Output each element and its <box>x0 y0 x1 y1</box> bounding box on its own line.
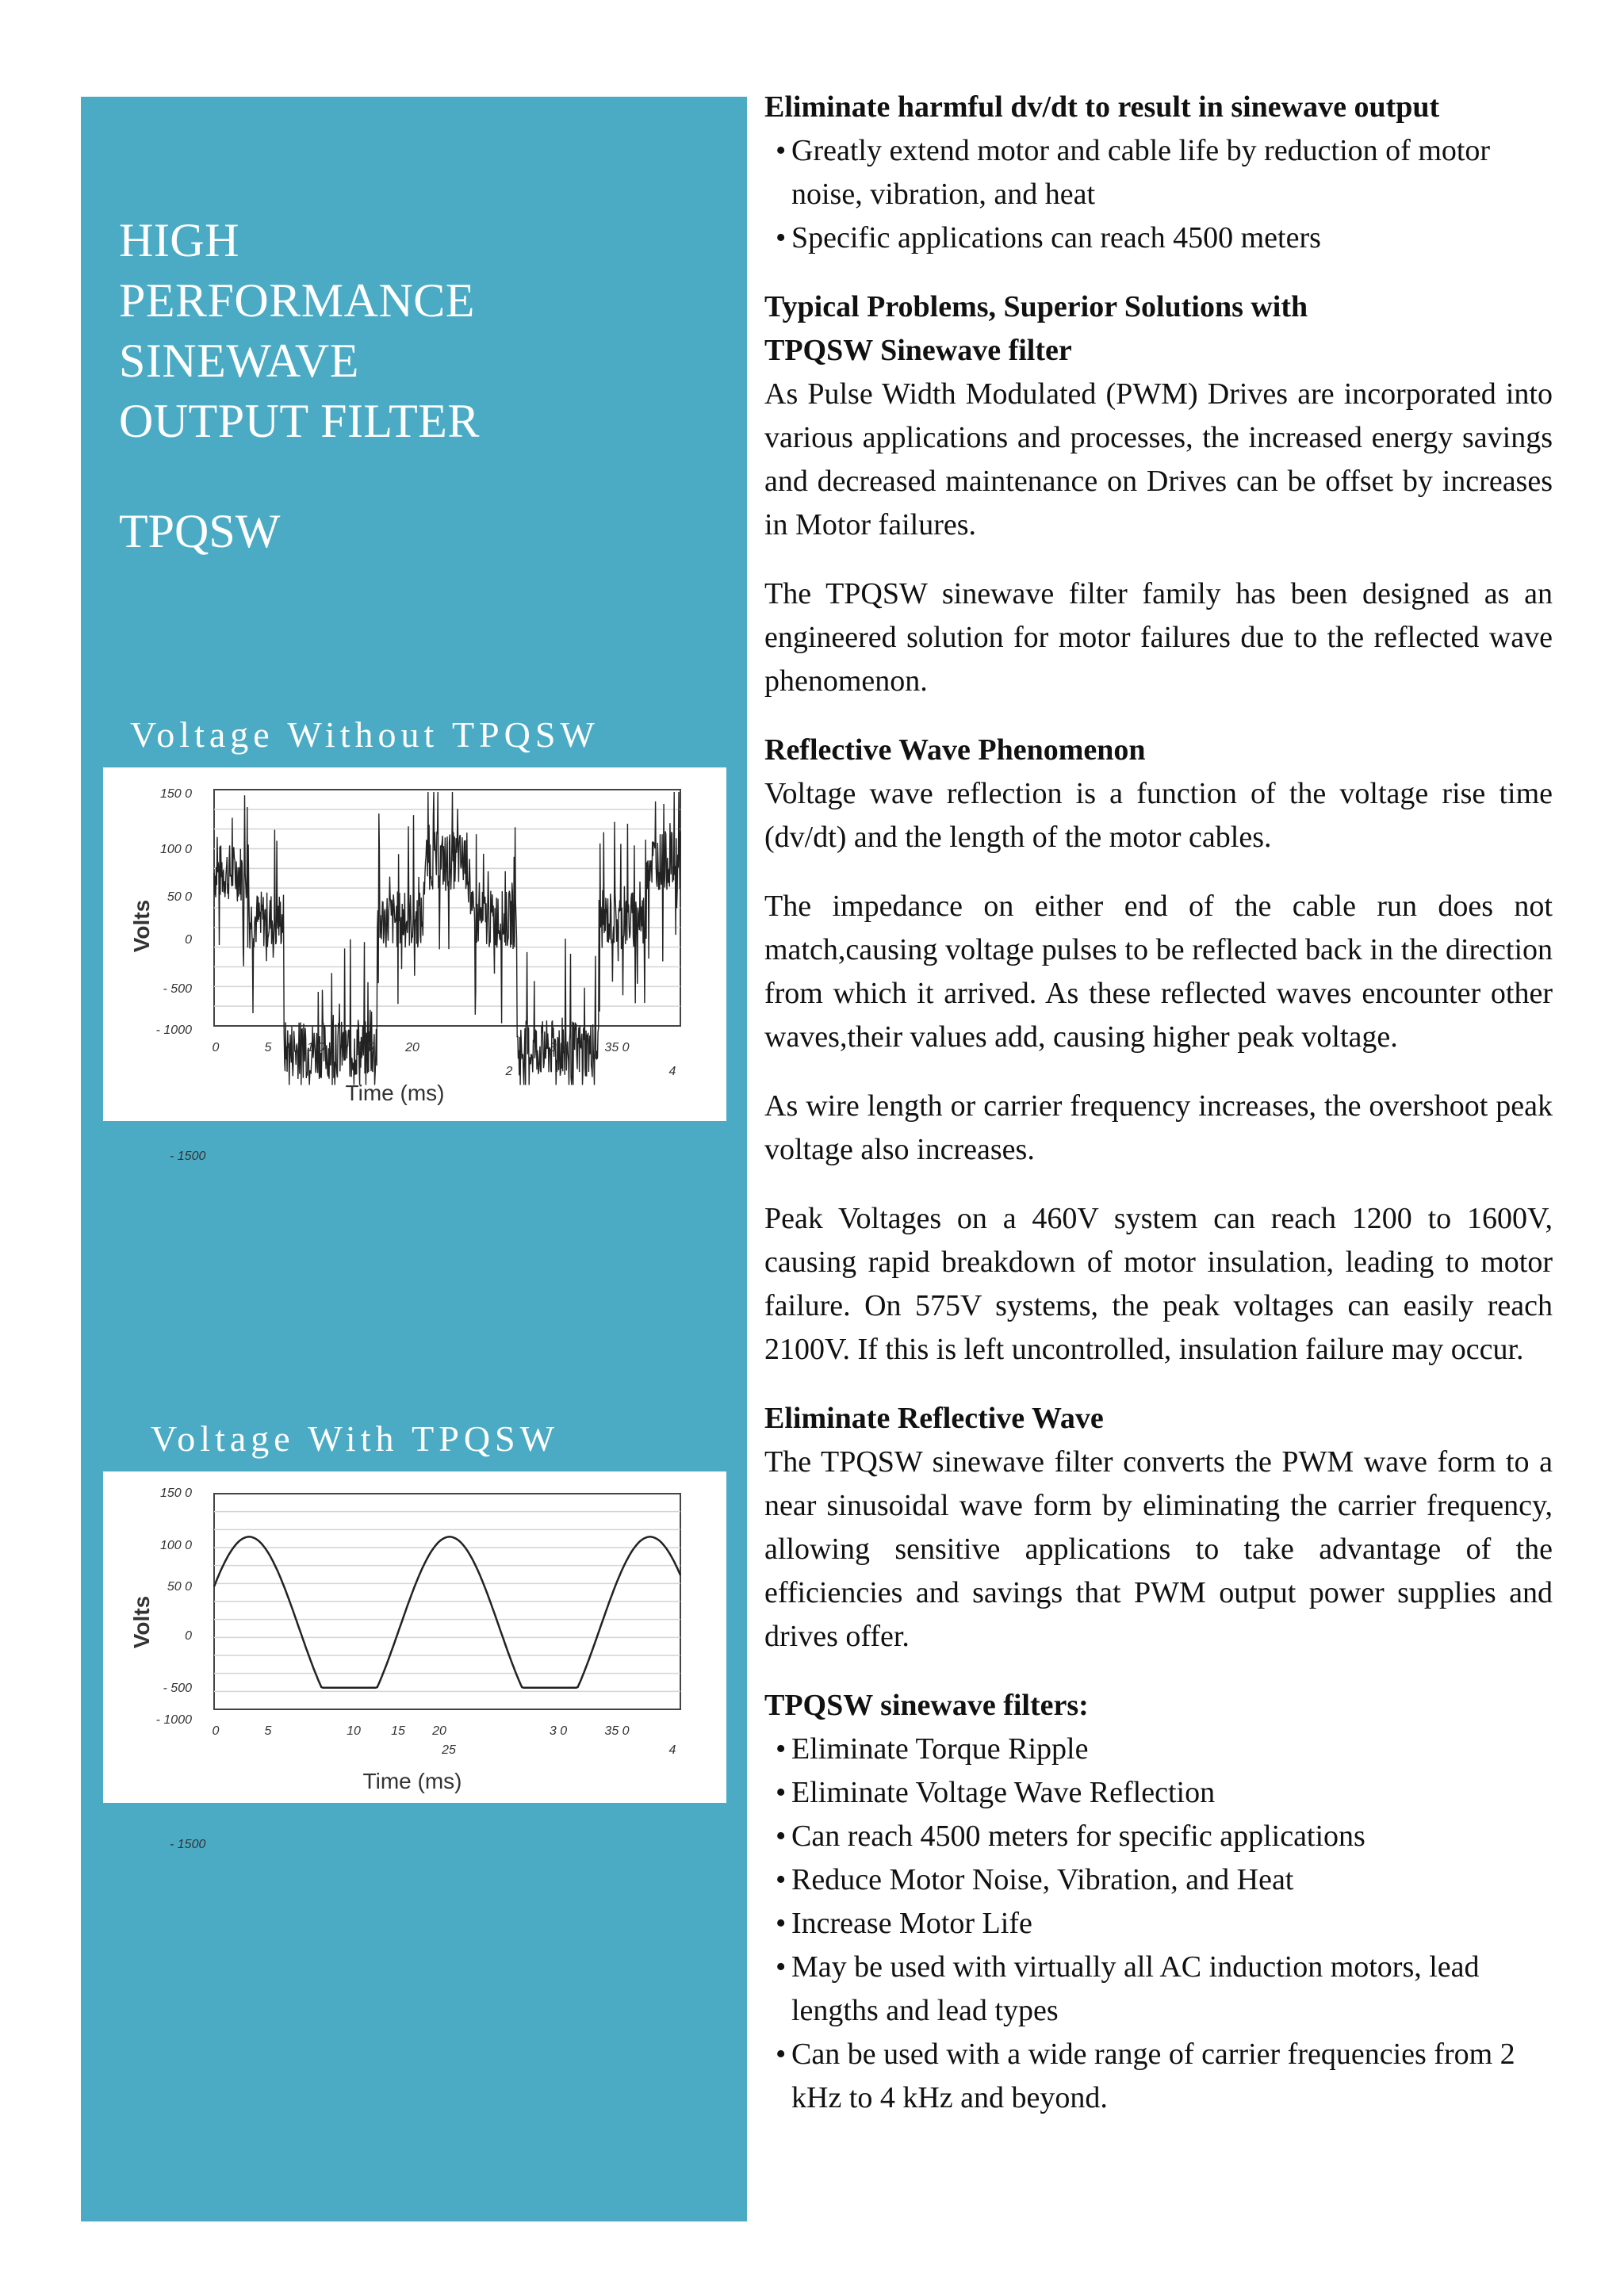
x-tick-label: 25 <box>442 1743 456 1757</box>
chart-svg-with <box>103 1471 726 1803</box>
x-tick-label: 10 <box>347 1724 361 1738</box>
bullet-item <box>764 216 1553 260</box>
chart-caption-with: Voltage With TPQSW <box>151 1418 560 1459</box>
bullet-dot: • <box>776 1863 787 1896</box>
bullet-item <box>764 129 1553 216</box>
section-reflective-wave <box>764 729 1553 1372</box>
bullet-item <box>764 1815 1553 1858</box>
bullet-text: Reduce Motor Noise, Vibration, and Heat <box>791 1863 1294 1896</box>
x-tick-label: 20 <box>432 1724 446 1738</box>
y-tick-label: 100 0 <box>159 1539 192 1552</box>
chart-without-filter <box>103 767 726 1121</box>
bullet-item <box>764 1902 1553 1946</box>
title-line: HIGH <box>119 214 239 266</box>
y-tick-below: - 1500 <box>170 1838 206 1851</box>
paragraph: The TPQSW sinewave filter family has been designed as an engineered solution for motor failures due to the reflected wave phenomenon. <box>764 577 1553 698</box>
title-line: PERFORMANCE <box>119 274 475 327</box>
paragraph: The impedance on either end of the cable run does not match,causing voltage pulses to be reflected back in the direction from which it arrived. As these reflected waves encounter other waves,their values add, causing higher peak voltage. <box>764 890 1553 1054</box>
section-typical-problems <box>764 285 1553 703</box>
x-tick-label: 1 5 <box>355 1041 374 1054</box>
x-tick-label: 5 <box>264 1041 272 1054</box>
title-line: OUTPUT FILTER <box>119 395 480 447</box>
section-heading: TPQSW sinewave filters: <box>764 1689 1089 1722</box>
chart-svg-without <box>103 767 726 1121</box>
bullet-dot: • <box>776 1820 787 1853</box>
section-heading: TPQSW Sinewave filter <box>764 334 1072 367</box>
bullet-dot: • <box>776 134 787 167</box>
bullet-dot: • <box>776 1732 787 1766</box>
y-tick-label: - 1000 <box>155 1713 192 1727</box>
y-axis-label: Volts <box>129 899 154 953</box>
x-tick-label: 0 <box>212 1041 220 1054</box>
bullet-dot: • <box>776 221 787 254</box>
bullet-item <box>764 2033 1553 2120</box>
bullet-text: May be used with virtually all AC induction motors, lead lengths and lead types <box>791 1950 1480 2027</box>
section-heading: Typical Problems, Superior Solutions with <box>764 290 1308 323</box>
chart-with-filter <box>103 1471 726 1803</box>
title-line: SINEWAVE <box>119 335 359 387</box>
product-title <box>119 210 722 451</box>
y-tick-below: - 1500 <box>170 1150 206 1163</box>
paragraph: The TPQSW sinewave filter converts the PWM wave form to a near sinusoidal wave form by eliminating the carrier frequency, allowing sensitive applications to take advantage of the efficiencies and savings that PWM output power supplies and drives offer. <box>764 1445 1553 1653</box>
paragraph: As Pulse Width Modulated (PWM) Drives are incorporated into various applications and processes, the increased energy savings and decreased maintenance on Drives can be offset by increases in Motor failures. <box>764 377 1553 541</box>
x-axis-label: Time (ms) <box>362 1769 462 1793</box>
x-tick-label: 20 <box>405 1041 419 1054</box>
bullet-text: Can be used with a wide range of carrier frequencies from 2 kHz to 4 kHz and beyond. <box>791 2038 1515 2114</box>
x-tick-label: 3 0 <box>549 1724 568 1738</box>
bullet-text: Eliminate Torque Ripple <box>791 1732 1089 1766</box>
x-tick-label: 0 <box>212 1724 220 1738</box>
x-tick-label: 5 <box>264 1724 272 1738</box>
x-tick-label: 35 0 <box>604 1724 630 1738</box>
x-tick-label: 2 <box>505 1065 513 1078</box>
bullet-item <box>764 1858 1553 1902</box>
section-heading: Reflective Wave Phenomenon <box>764 733 1146 767</box>
x-tick-label: 1 0 <box>306 1041 325 1054</box>
bullet-text: Eliminate Voltage Wave Reflection <box>791 1776 1216 1809</box>
y-tick-label: - 1000 <box>155 1024 192 1037</box>
section-dvdt <box>764 86 1553 260</box>
x-tick-label: 4 <box>668 1065 676 1078</box>
section-features <box>764 1684 1553 2120</box>
section-heading: Eliminate harmful dv/dt to result in sinewave output <box>764 90 1440 124</box>
y-tick-label: - 500 <box>163 982 192 996</box>
bullet-dot: • <box>776 1907 787 1940</box>
x-tick-label: 4 <box>668 1743 676 1757</box>
x-tick-label: 15 <box>391 1724 405 1738</box>
content-column <box>764 86 1553 2145</box>
x-axis-label: Time (ms) <box>345 1081 445 1105</box>
paragraph: As wire length or carrier frequency increases, the overshoot peak voltage also increases. <box>764 1089 1553 1166</box>
y-tick-label: - 500 <box>163 1682 192 1695</box>
section-heading: Eliminate Reflective Wave <box>764 1402 1104 1435</box>
bullet-item <box>764 1771 1553 1815</box>
y-tick-label: 150 0 <box>159 787 192 801</box>
bullet-text: Greatly extend motor and cable life by reduction of motor noise, vibration, and heat <box>791 134 1491 211</box>
y-tick-label: 0 <box>185 1629 192 1643</box>
bullet-dot: • <box>776 1950 787 1984</box>
bullet-text: Increase Motor Life <box>791 1907 1032 1940</box>
y-tick-label: 150 0 <box>159 1487 192 1500</box>
paragraph: Peak Voltages on a 460V system can reach 1200 to 1600V, causing rapid breakdown of motor insulation, leading to motor failure. On 575V systems, the peak voltages can easily reach 2100V. If this is left uncontrolled, insulation failure may occur. <box>764 1202 1553 1366</box>
bullet-text: Specific applications can reach 4500 meters <box>791 221 1321 254</box>
y-axis-label: Volts <box>129 1595 154 1649</box>
chart-caption-without: Voltage Without TPQSW <box>130 714 599 755</box>
y-tick-label: 50 0 <box>167 1580 192 1594</box>
paragraph: Voltage wave reflection is a function of the voltage rise time (dv/dt) and the length of the motor cables. <box>764 777 1553 854</box>
y-tick-label: 0 <box>185 933 192 947</box>
product-code: TPQSW <box>119 505 281 557</box>
y-tick-label: 50 0 <box>167 890 192 904</box>
bullet-dot: • <box>776 1776 787 1809</box>
bullet-item <box>764 1728 1553 1771</box>
x-tick-label: 35 0 <box>604 1041 630 1054</box>
section-eliminate-reflective <box>764 1397 1553 1659</box>
bullet-text: Can reach 4500 meters for specific applications <box>791 1820 1365 1853</box>
x-tick-label: 3 0 <box>549 1041 568 1054</box>
y-tick-label: 100 0 <box>159 843 192 856</box>
bullet-dot: • <box>776 2038 787 2071</box>
bullet-item <box>764 1946 1553 2033</box>
